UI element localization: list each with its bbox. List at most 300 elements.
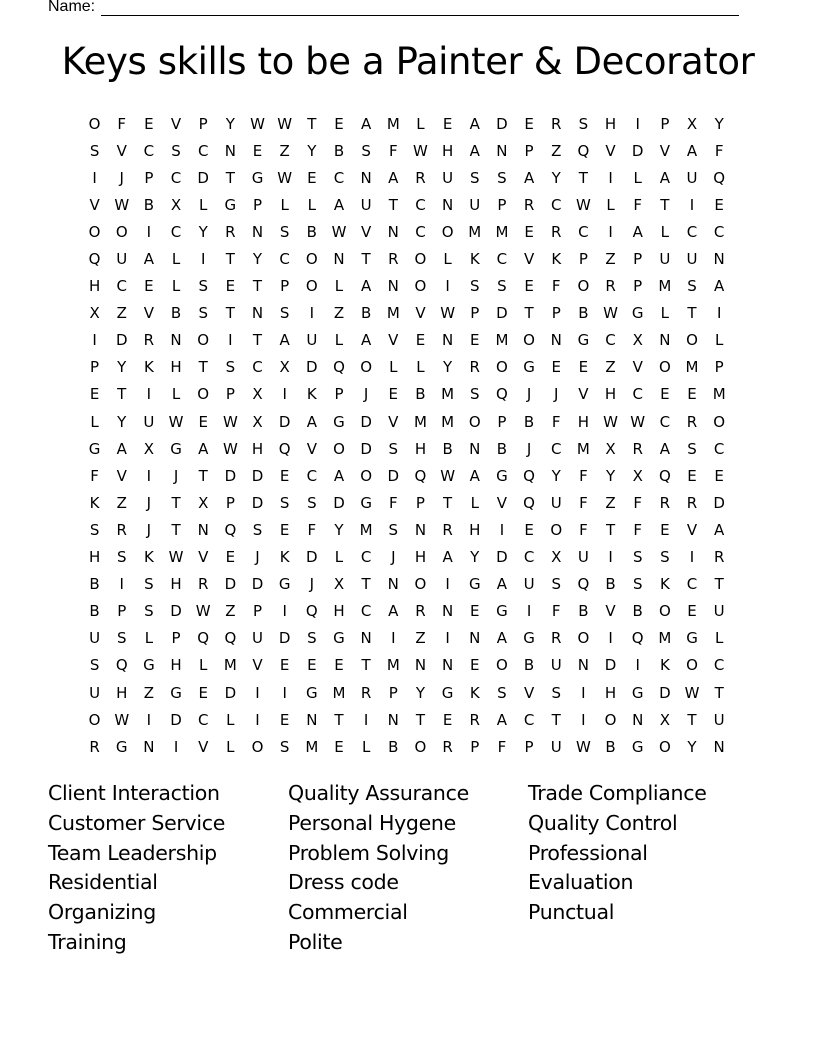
grid-letter: X — [632, 466, 643, 485]
grid-letter: M — [332, 683, 346, 702]
grid-letter: D — [333, 493, 345, 512]
grid-letter: C — [686, 575, 698, 594]
grid-letter: Q — [577, 575, 590, 594]
grid-letter: G — [333, 629, 345, 648]
grid-letter: C — [523, 548, 535, 567]
grid-letter: R — [89, 737, 100, 756]
grid-letter: C — [116, 277, 127, 296]
grid-letter: A — [333, 195, 345, 214]
grid-letter: L — [714, 629, 724, 648]
grid-letter: L — [171, 277, 181, 296]
grid-letter: R — [442, 520, 453, 539]
grid-letter: X — [170, 195, 182, 214]
grid-letter: V — [198, 548, 209, 567]
grid-letter: R — [442, 737, 453, 756]
grid-letter: E — [225, 548, 236, 567]
grid-letter: S — [388, 520, 399, 539]
grid-letter: E — [524, 277, 534, 296]
grid-letter: C — [415, 195, 426, 214]
grid-letter: Z — [605, 358, 616, 377]
grid-letter: O — [686, 656, 698, 675]
grid-letter: S — [279, 493, 290, 512]
grid-letter: X — [551, 548, 562, 567]
grid-letter: O — [577, 277, 590, 296]
word-list-item: Quality Control — [528, 810, 678, 835]
grid-letter: C — [713, 222, 725, 241]
grid-letter: U — [659, 250, 671, 269]
grid-letter: T — [605, 520, 616, 539]
grid-letter: A — [496, 575, 508, 594]
grid-letter: L — [660, 304, 670, 323]
grid-letter: T — [171, 520, 181, 539]
grid-letter: P — [280, 277, 290, 296]
grid-letter: Z — [225, 602, 236, 621]
grid-letter: A — [714, 277, 725, 296]
grid-letter: N — [496, 141, 508, 160]
grid-letter: E — [442, 114, 453, 133]
word-list-item: Polite — [288, 929, 343, 954]
grid-letter: M — [658, 629, 672, 648]
grid-letter: I — [173, 737, 179, 756]
grid-letter: D — [224, 466, 237, 485]
grid-letter: J — [554, 385, 559, 404]
grid-letter: W — [684, 683, 700, 702]
name-label: Name: — [48, 0, 96, 15]
grid-letter: R — [523, 195, 535, 214]
word-list-column — [528, 779, 768, 958]
grid-letter: S — [198, 277, 208, 296]
word-list-item: Organizing — [48, 900, 156, 925]
grid-letter: L — [226, 710, 235, 729]
grid-letter: A — [333, 466, 345, 485]
grid-letter: E — [551, 358, 561, 377]
grid-letter: G — [306, 683, 318, 702]
grid-letter: I — [92, 331, 97, 350]
grid-letter: F — [307, 520, 317, 539]
grid-letter: B — [442, 439, 453, 458]
grid-letter: V — [659, 141, 670, 160]
grid-letter: E — [144, 277, 154, 296]
grid-letter: H — [441, 141, 454, 160]
grid-letter: X — [659, 710, 670, 729]
grid-letter: T — [334, 710, 344, 729]
grid-letter: U — [442, 168, 454, 187]
grid-letter: V — [388, 331, 399, 350]
grid-letter: T — [252, 331, 263, 350]
grid-letter: M — [413, 412, 427, 431]
grid-letter: N — [197, 520, 209, 539]
grid-letter: L — [171, 250, 181, 269]
grid-letter: E — [252, 141, 263, 160]
grid-letter: C — [197, 710, 209, 729]
word-list-item: Team Leadership — [48, 840, 217, 865]
grid-letter: Z — [333, 304, 345, 323]
grid-letter: F — [714, 141, 724, 160]
grid-letter: Q — [713, 168, 726, 187]
grid-letter: I — [689, 548, 695, 567]
grid-letter: E — [334, 737, 344, 756]
grid-letter: W — [575, 737, 591, 756]
grid-letter: R — [551, 629, 562, 648]
grid-letter: G — [468, 575, 481, 594]
grid-letter: O — [115, 222, 128, 241]
grid-letter: A — [116, 439, 127, 458]
grid-letter: C — [279, 250, 290, 269]
grid-letter: G — [88, 439, 101, 458]
grid-letter: X — [279, 358, 290, 377]
grid-letter: I — [608, 629, 613, 648]
grid-letter: O — [441, 222, 454, 241]
grid-letter: R — [225, 222, 236, 241]
grid-letter: X — [252, 385, 263, 404]
grid-letter: S — [144, 575, 154, 594]
grid-letter: S — [687, 277, 697, 296]
grid-letter: K — [89, 493, 100, 512]
grid-letter: S — [279, 304, 290, 323]
grid-letter: S — [116, 548, 127, 567]
grid-letter: O — [305, 250, 318, 269]
grid-letter: R — [632, 439, 643, 458]
grid-letter: R — [686, 412, 698, 431]
grid-letter: V — [632, 358, 643, 377]
grid-letter: A — [632, 222, 643, 241]
grid-letter: F — [551, 277, 561, 296]
grid-letter: U — [469, 195, 481, 214]
grid-letter: E — [470, 602, 480, 621]
word-list-item: Residential — [48, 870, 158, 895]
grid-letter: I — [146, 385, 152, 404]
grid-letter: M — [223, 656, 237, 675]
grid-letter: E — [279, 710, 290, 729]
grid-letter: O — [496, 358, 508, 377]
grid-letter: C — [605, 331, 616, 350]
grid-letter: I — [391, 629, 396, 648]
grid-letter: R — [415, 168, 426, 187]
grid-letter: H — [577, 412, 590, 431]
grid-letter: C — [333, 168, 345, 187]
grid-letter: R — [551, 114, 562, 133]
grid-letter: O — [414, 737, 427, 756]
grid-letter: S — [89, 141, 100, 160]
grid-letter: T — [443, 493, 453, 512]
grid-letter: Z — [116, 304, 127, 323]
grid-letter: P — [524, 737, 534, 756]
grid-letter: J — [391, 548, 396, 567]
grid-letter: J — [146, 520, 152, 539]
grid-letter: N — [441, 656, 454, 675]
grid-letter: I — [200, 250, 206, 269]
grid-letter: I — [146, 222, 152, 241]
grid-letter: S — [660, 548, 670, 567]
grid-letter: V — [170, 114, 182, 133]
grid-letter: I — [608, 168, 613, 187]
grid-letter: D — [197, 168, 209, 187]
grid-letter: D — [278, 412, 291, 431]
grid-letter: E — [714, 195, 724, 214]
grid-letter: F — [117, 114, 127, 133]
grid-letter: B — [388, 737, 399, 756]
grid-letter: V — [306, 439, 317, 458]
grid-letter: H — [604, 385, 617, 404]
grid-letter: I — [282, 602, 287, 621]
grid-letter: D — [659, 683, 671, 702]
grid-letter: V — [388, 412, 399, 431]
grid-letter: I — [499, 520, 505, 539]
grid-letter: E — [442, 710, 453, 729]
grid-letter: F — [388, 141, 398, 160]
grid-letter: G — [251, 168, 264, 187]
grid-letter: F — [579, 466, 588, 485]
grid-letter: D — [115, 331, 128, 350]
grid-letter: D — [387, 466, 400, 485]
grid-letter: Y — [117, 412, 127, 431]
grid-letter: I — [608, 548, 613, 567]
grid-letter: N — [414, 656, 427, 675]
grid-letter: U — [550, 737, 562, 756]
grid-letter: K — [551, 250, 562, 269]
grid-letter: Y — [551, 168, 561, 187]
grid-letter: P — [551, 304, 561, 323]
grid-letter: N — [632, 710, 644, 729]
grid-letter: N — [333, 250, 345, 269]
grid-letter: G — [441, 683, 454, 702]
grid-letter: P — [252, 195, 263, 214]
grid-letter: C — [550, 439, 562, 458]
grid-letter: O — [604, 710, 617, 729]
grid-letter: Q — [305, 602, 318, 621]
grid-letter: F — [551, 602, 561, 621]
grid-letter: A — [496, 629, 508, 648]
grid-letter: D — [224, 683, 237, 702]
grid-letter: U — [252, 629, 263, 648]
grid-letter: B — [605, 575, 616, 594]
grid-letter: S — [361, 141, 371, 160]
grid-letter: X — [686, 114, 698, 133]
grid-letter: C — [659, 412, 671, 431]
grid-letter: O — [468, 412, 481, 431]
grid-letter: V — [605, 602, 616, 621]
grid-letter: E — [198, 412, 208, 431]
grid-letter: U — [143, 412, 155, 431]
grid-letter: K — [279, 548, 290, 567]
grid-letter: W — [168, 412, 184, 431]
grid-letter: L — [144, 629, 154, 648]
grid-letter: D — [306, 548, 318, 567]
grid-letter: T — [117, 385, 127, 404]
grid-letter: I — [92, 168, 97, 187]
grid-letter: N — [387, 222, 399, 241]
grid-letter: O — [523, 331, 535, 350]
grid-letter: T — [524, 304, 534, 323]
grid-letter: W — [331, 222, 347, 241]
grid-letter: S — [198, 304, 208, 323]
grid-letter: E — [470, 331, 480, 350]
word-list-item: Dress code — [288, 870, 399, 895]
grid-letter: F — [388, 493, 398, 512]
grid-letter: I — [635, 656, 640, 675]
grid-letter: O — [658, 737, 671, 756]
grid-letter: O — [360, 466, 373, 485]
grid-letter: E — [578, 358, 589, 377]
grid-letter: X — [252, 412, 263, 431]
word-list-column — [288, 779, 528, 958]
grid-letter: C — [550, 195, 562, 214]
grid-letter: B — [143, 195, 155, 214]
grid-letter: U — [360, 195, 372, 214]
grid-letter: S — [89, 520, 100, 539]
grid-letter: G — [631, 683, 644, 702]
grid-letter: U — [713, 710, 725, 729]
grid-letter: R — [197, 575, 209, 594]
grid-letter: P — [470, 737, 480, 756]
grid-letter: H — [116, 683, 128, 702]
grid-letter: T — [388, 195, 398, 214]
grid-letter: W — [195, 602, 211, 621]
grid-letter: L — [416, 358, 425, 377]
grid-letter: I — [445, 629, 450, 648]
grid-letter: T — [198, 358, 208, 377]
grid-letter: J — [255, 548, 260, 567]
grid-letter: U — [686, 168, 698, 187]
grid-letter: N — [387, 575, 399, 594]
grid-letter: X — [605, 439, 616, 458]
grid-letter: C — [632, 385, 643, 404]
grid-letter: B — [523, 656, 535, 675]
grid-letter: W — [222, 412, 238, 431]
grid-letter: I — [526, 602, 532, 621]
grid-letter: K — [469, 683, 480, 702]
grid-letter: L — [199, 195, 208, 214]
grid-letter: T — [415, 710, 426, 729]
grid-letter: M — [658, 277, 672, 296]
grid-letter: E — [279, 466, 290, 485]
grid-letter: E — [660, 385, 670, 404]
grid-letter: A — [306, 412, 317, 431]
grid-letter: H — [604, 683, 617, 702]
grid-letter: Q — [523, 466, 535, 485]
word-list — [48, 779, 768, 958]
grid-letter: J — [526, 385, 532, 404]
grid-letter: H — [88, 277, 101, 296]
grid-letter: L — [633, 168, 642, 187]
grid-letter: P — [497, 195, 507, 214]
grid-letter: V — [496, 493, 508, 512]
grid-letter: S — [279, 737, 290, 756]
grid-letter: N — [360, 168, 372, 187]
grid-letter: G — [496, 466, 508, 485]
grid-letter: O — [333, 439, 345, 458]
grid-letter: Y — [605, 466, 616, 485]
page-title: Keys skills to be a Painter & Decorator — [61, 40, 755, 83]
grid-letter: I — [363, 710, 369, 729]
grid-letter: N — [251, 222, 264, 241]
grid-letter: E — [307, 656, 317, 675]
grid-letter: O — [496, 656, 508, 675]
grid-letter: Q — [414, 466, 427, 485]
grid-letter: J — [526, 439, 532, 458]
grid-letter: Q — [333, 358, 345, 377]
grid-letter: X — [632, 331, 643, 350]
grid-letter: J — [309, 575, 315, 594]
grid-letter: B — [605, 737, 616, 756]
grid-letter: W — [222, 439, 238, 458]
grid-letter: D — [496, 548, 508, 567]
grid-letter: D — [278, 629, 291, 648]
grid-letter: P — [633, 250, 643, 269]
grid-letter: I — [309, 304, 315, 323]
grid-letter: E — [714, 466, 724, 485]
grid-letter: R — [469, 358, 480, 377]
grid-letter: O — [658, 602, 671, 621]
grid-letter: W — [603, 304, 618, 323]
grid-letter: F — [90, 466, 99, 485]
grid-letter: N — [306, 710, 318, 729]
grid-letter: D — [604, 656, 617, 675]
grid-letter: V — [252, 656, 263, 675]
grid-letter: O — [414, 277, 427, 296]
grid-letter: I — [146, 710, 152, 729]
grid-letter: P — [225, 385, 235, 404]
grid-letter: Y — [687, 737, 697, 756]
grid-letter: T — [252, 277, 263, 296]
grid-letter: D — [496, 114, 508, 133]
grid-letter: R — [415, 602, 426, 621]
grid-letter: H — [88, 548, 101, 567]
grid-letter: X — [89, 304, 100, 323]
grid-letter: U — [550, 493, 562, 512]
grid-letter: O — [251, 737, 264, 756]
grid-letter: J — [119, 168, 124, 187]
grid-letter: V — [198, 737, 209, 756]
grid-letter: T — [361, 250, 371, 269]
grid-letter: S — [89, 656, 100, 675]
grid-letter: T — [171, 493, 181, 512]
grid-letter: B — [496, 439, 508, 458]
grid-letter: Q — [278, 439, 291, 458]
grid-letter: H — [170, 358, 182, 377]
grid-letter: D — [713, 493, 725, 512]
grid-letter: T — [307, 114, 317, 133]
grid-letter: P — [90, 358, 100, 377]
grid-letter: W — [277, 168, 293, 187]
grid-letter: L — [361, 737, 371, 756]
grid-letter: A — [143, 250, 155, 269]
grid-letter: Y — [198, 222, 208, 241]
grid-letter: S — [252, 520, 263, 539]
grid-letter: D — [170, 602, 182, 621]
grid-letter: E — [687, 385, 697, 404]
grid-letter: L — [280, 195, 289, 214]
grid-letter: N — [441, 602, 454, 621]
grid-letter: F — [551, 412, 561, 431]
grid-letter: X — [143, 439, 155, 458]
grid-letter: M — [359, 520, 373, 539]
grid-letter: W — [440, 466, 456, 485]
grid-letter: S — [144, 602, 154, 621]
grid-letter: M — [386, 656, 400, 675]
grid-letter: I — [146, 466, 152, 485]
grid-letter: M — [685, 358, 699, 377]
grid-letter: S — [225, 358, 236, 377]
grid-letter: P — [171, 629, 181, 648]
grid-letter: A — [469, 466, 480, 485]
word-list-item: Commercial — [288, 900, 408, 925]
grid-letter: B — [632, 602, 643, 621]
grid-letter: U — [713, 602, 725, 621]
grid-letter: S — [632, 575, 643, 594]
grid-letter: Z — [116, 493, 127, 512]
grid-letter: U — [550, 656, 562, 675]
